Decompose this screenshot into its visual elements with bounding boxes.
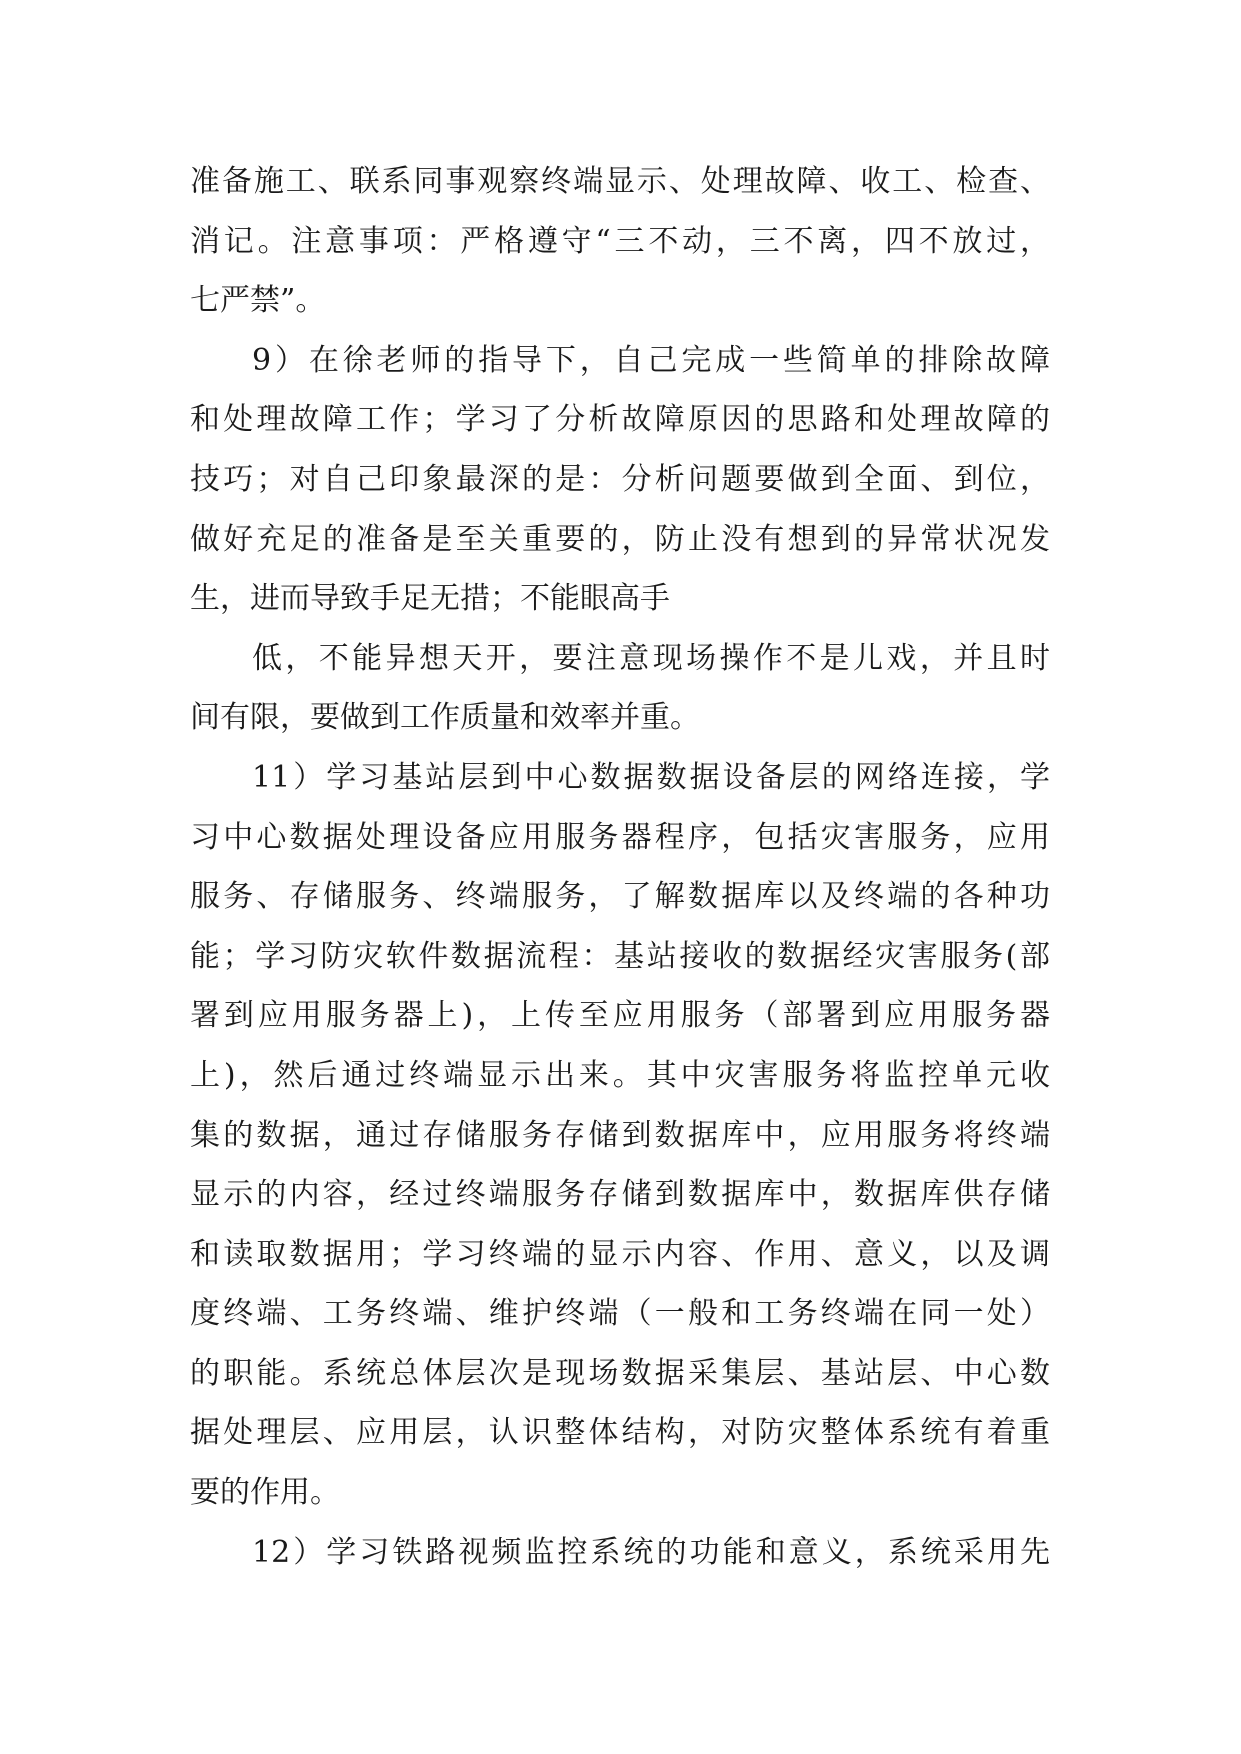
text-line: 准备施工、联系同事观察终端显示、处理故障、收工、检查、 (190, 164, 1050, 199)
text-line: 低，不能异想天开，要注意现场操作不是儿戏，并且时 (252, 640, 1050, 676)
text-line: 和处理故障工作；学习了分析故障原因的思路和处理故障的 (190, 402, 1050, 438)
text-line: 9）在徐老师的指导下，自己完成一些简单的排除故障 (252, 342, 1050, 378)
text-line: 12）学习铁路视频监控系统的功能和意义，系统采用先 (252, 1534, 1050, 1570)
text-line: 据处理层、应用层，认识整体结构，对防灾整体系统有着重 (190, 1415, 1050, 1451)
text-line: 消记。注意事项：严格遵守“三不动，三不离，四不放过， (190, 223, 1050, 259)
text-line: 显示的内容，经过终端服务存储到数据库中，数据库供存储 (190, 1177, 1050, 1213)
text-line: 间有限，要做到工作质量和效率并重。 (190, 700, 700, 736)
text-line: 能；学习防灾软件数据流程：基站接收的数据经灾害服务(部 (190, 938, 1050, 974)
text-line: 署到应用服务器上)，上传至应用服务（部署到应用服务器 (190, 998, 1050, 1034)
document-body (190, 152, 1050, 1582)
text-line: 集的数据，通过存储服务存储到数据库中，应用服务将终端 (190, 1117, 1050, 1153)
text-line: 要的作用。 (190, 1475, 340, 1511)
text-line: 技巧；对自己印象最深的是：分析问题要做到全面、到位， (190, 461, 1050, 497)
text-line: 度终端、工务终端、维护终端（一般和工务终端在同一处） (190, 1296, 1050, 1332)
text-line: 的职能。系统总体层次是现场数据采集层、基站层、中心数 (190, 1355, 1050, 1391)
text-line: 和读取数据用；学习终端的显示内容、作用、意义，以及调 (190, 1236, 1050, 1272)
text-line: 生，进而导致手足无措；不能眼高手 (190, 581, 670, 617)
text-line: 服务、存储服务、终端服务，了解数据库以及终端的各种功 (190, 879, 1050, 915)
text-line: 11）学习基站层到中心数据数据设备层的网络连接，学 (252, 759, 1050, 795)
text-line: 做好充足的准备是至关重要的，防止没有想到的异常状况发 (190, 521, 1050, 557)
text-line: 七严禁”。 (190, 283, 326, 319)
text-line: 上)，然后通过终端显示出来。其中灾害服务将监控单元收 (190, 1057, 1050, 1093)
text-line: 习中心数据处理设备应用服务器程序，包括灾害服务，应用 (190, 819, 1050, 855)
